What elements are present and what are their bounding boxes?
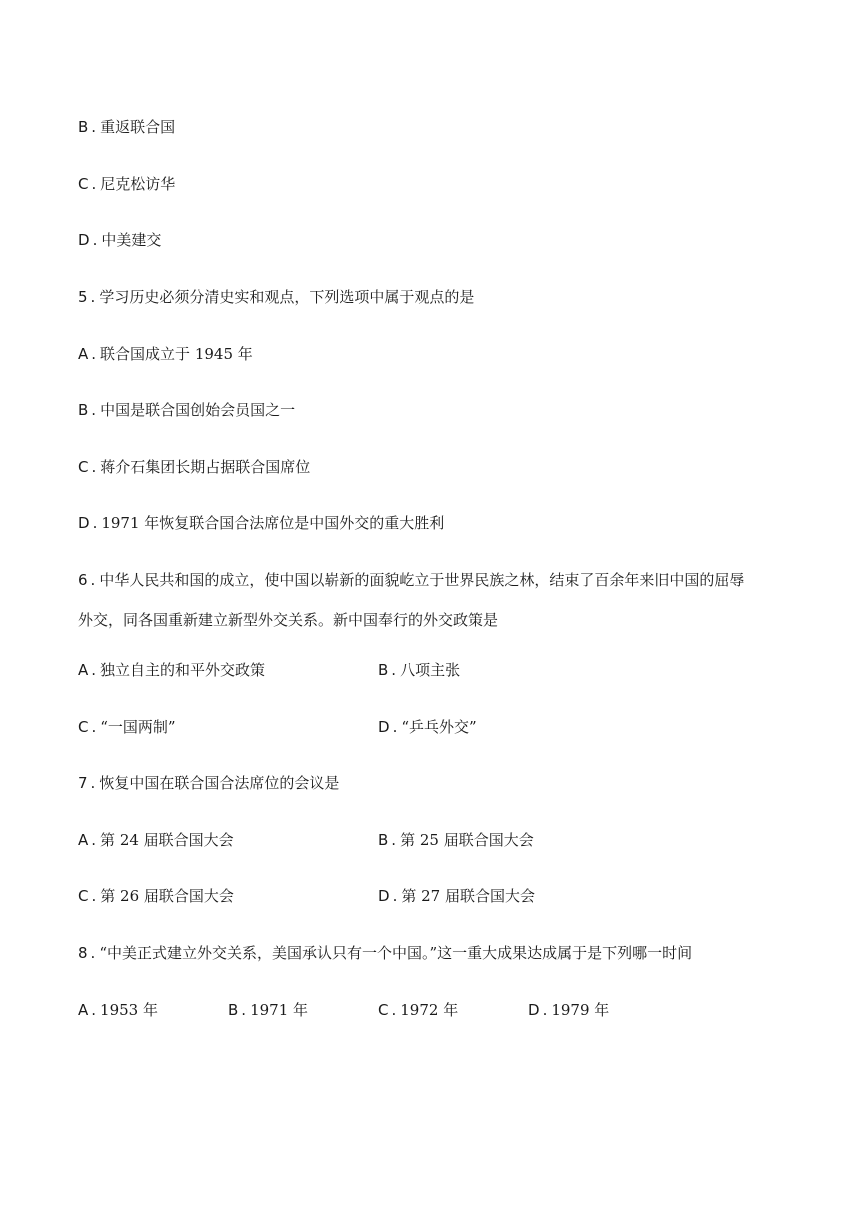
q6-option-d: D . “乒乓外交” xyxy=(378,718,477,736)
q4-option-b: B . 重返联合国 xyxy=(78,118,176,136)
q4-option-c: C . 尼克松访华 xyxy=(78,175,176,193)
q8-option-a: A . 1953 年 xyxy=(78,1001,158,1019)
q6-option-b: B . 八项主张 xyxy=(378,661,461,679)
q5-option-a: A . 联合国成立于 1945 年 xyxy=(78,345,253,363)
q8-option-d: D . 1979 年 xyxy=(528,1001,610,1019)
q5-option-b: B . 中国是联合国创始会员国之一 xyxy=(78,401,296,419)
q5-option-c: C . 蒋介石集团长期占据联合国席位 xyxy=(78,458,311,476)
q7-option-a: A . 第 24 届联合国大会 xyxy=(78,831,234,849)
q6-option-a: A . 独立自主的和平外交政策 xyxy=(78,661,266,679)
q7-option-c: C . 第 26 届联合国大会 xyxy=(78,887,234,905)
q8-option-b: B . 1971 年 xyxy=(228,1001,309,1019)
q6-stem-line2: 外交，同各国重新建立新型外交关系。新中国奉行的外交政策是 xyxy=(78,611,499,629)
q7-option-d: D . 第 27 届联合国大会 xyxy=(378,887,535,905)
q7-stem: 7 . 恢复中国在联合国合法席位的会议是 xyxy=(78,774,340,792)
q6-option-c: C . “一国两制” xyxy=(78,718,176,736)
q5-stem: 5 . 学习历史必须分清史实和观点，下列选项中属于观点的是 xyxy=(78,288,475,306)
q4-option-d: D . 中美建交 xyxy=(78,231,162,249)
q5-option-d: D . 1971 年恢复联合国合法席位是中国外交的重大胜利 xyxy=(78,514,445,532)
q8-stem: 8 . “中美正式建立外交关系，美国承认只有一个中国。”这一重大成果达成属于是下列哪一时间 xyxy=(78,944,693,962)
q6-stem-line1: 6 . 中华人民共和国的成立，使中国以崭新的面貌屹立于世界民族之林，结束了百余年来旧中国的屈辱 xyxy=(78,571,745,589)
q8-option-c: C . 1972 年 xyxy=(378,1001,459,1019)
q7-option-b: B . 第 25 届联合国大会 xyxy=(378,831,534,849)
